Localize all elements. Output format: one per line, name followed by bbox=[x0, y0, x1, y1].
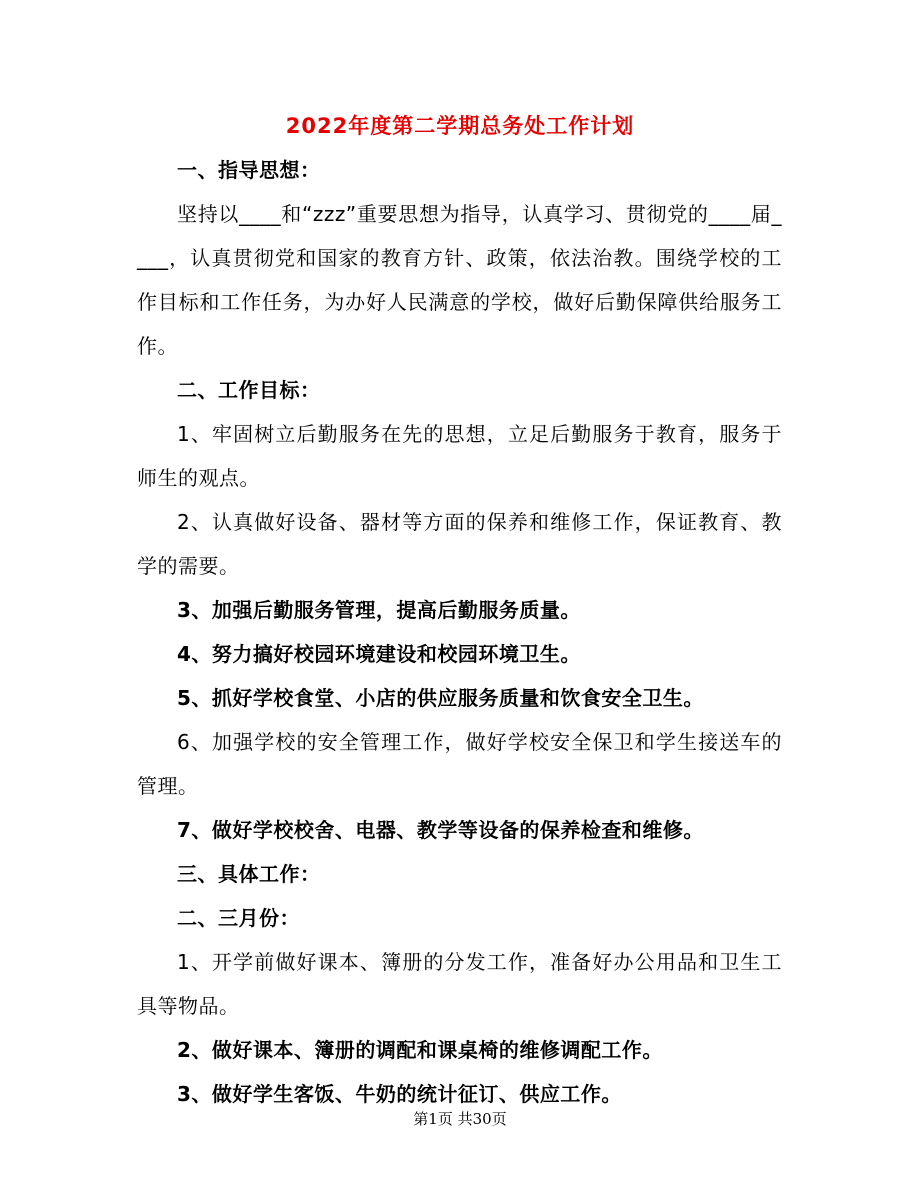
document-body bbox=[137, 148, 782, 1116]
paragraph: 3、做好学生客饭、牛奶的统计征订、供应工作。 bbox=[177, 1082, 622, 1106]
paragraph: 三、具体工作： bbox=[177, 862, 321, 886]
page-number-footer: 第1页 共30页 bbox=[413, 1110, 507, 1128]
paragraph: 1、牢固树立后勤服务在先的思想，立足后勤服务于教育，服务于师生的观点。 bbox=[137, 422, 782, 490]
paragraph: 2、认真做好设备、器材等方面的保养和维修工作，保证教育、教学的需要。 bbox=[137, 510, 782, 578]
document-title: 2022年度第二学期总务处工作计划 bbox=[285, 114, 635, 138]
paragraph: 6、加强学校的安全管理工作，做好学校安全保卫和学生接送车的管理。 bbox=[137, 730, 782, 798]
paragraph: 1、开学前做好课本、簿册的分发工作，准备好办公用品和卫生工具等物品。 bbox=[137, 950, 782, 1018]
paragraph: 二、三月份： bbox=[177, 906, 300, 930]
paragraph: 一、指导思想： bbox=[177, 158, 321, 182]
paragraph: 7、做好学校校舍、电器、教学等设备的保养检查和维修。 bbox=[177, 818, 704, 842]
paragraph: 坚持以____和“zzz”重要思想为指导，认真学习、贯彻党的____届____，认真贯彻党和国家的教育方针、政策，依法治教。围绕学校的工作目标和工作任务，为办好人民满意的学校，做好后勤保障供给服务工作。 bbox=[137, 202, 782, 358]
paragraph: 4、努力搞好校园环境建设和校园环境卫生。 bbox=[177, 642, 581, 666]
paragraph: 2、做好课本、簿册的调配和课桌椅的维修调配工作。 bbox=[177, 1038, 663, 1062]
paragraph: 二、工作目标： bbox=[177, 378, 321, 402]
paragraph: 3、加强后勤服务管理，提高后勤服务质量。 bbox=[177, 598, 581, 622]
paragraph: 5、抓好学校食堂、小店的供应服务质量和饮食安全卫生。 bbox=[177, 686, 704, 710]
